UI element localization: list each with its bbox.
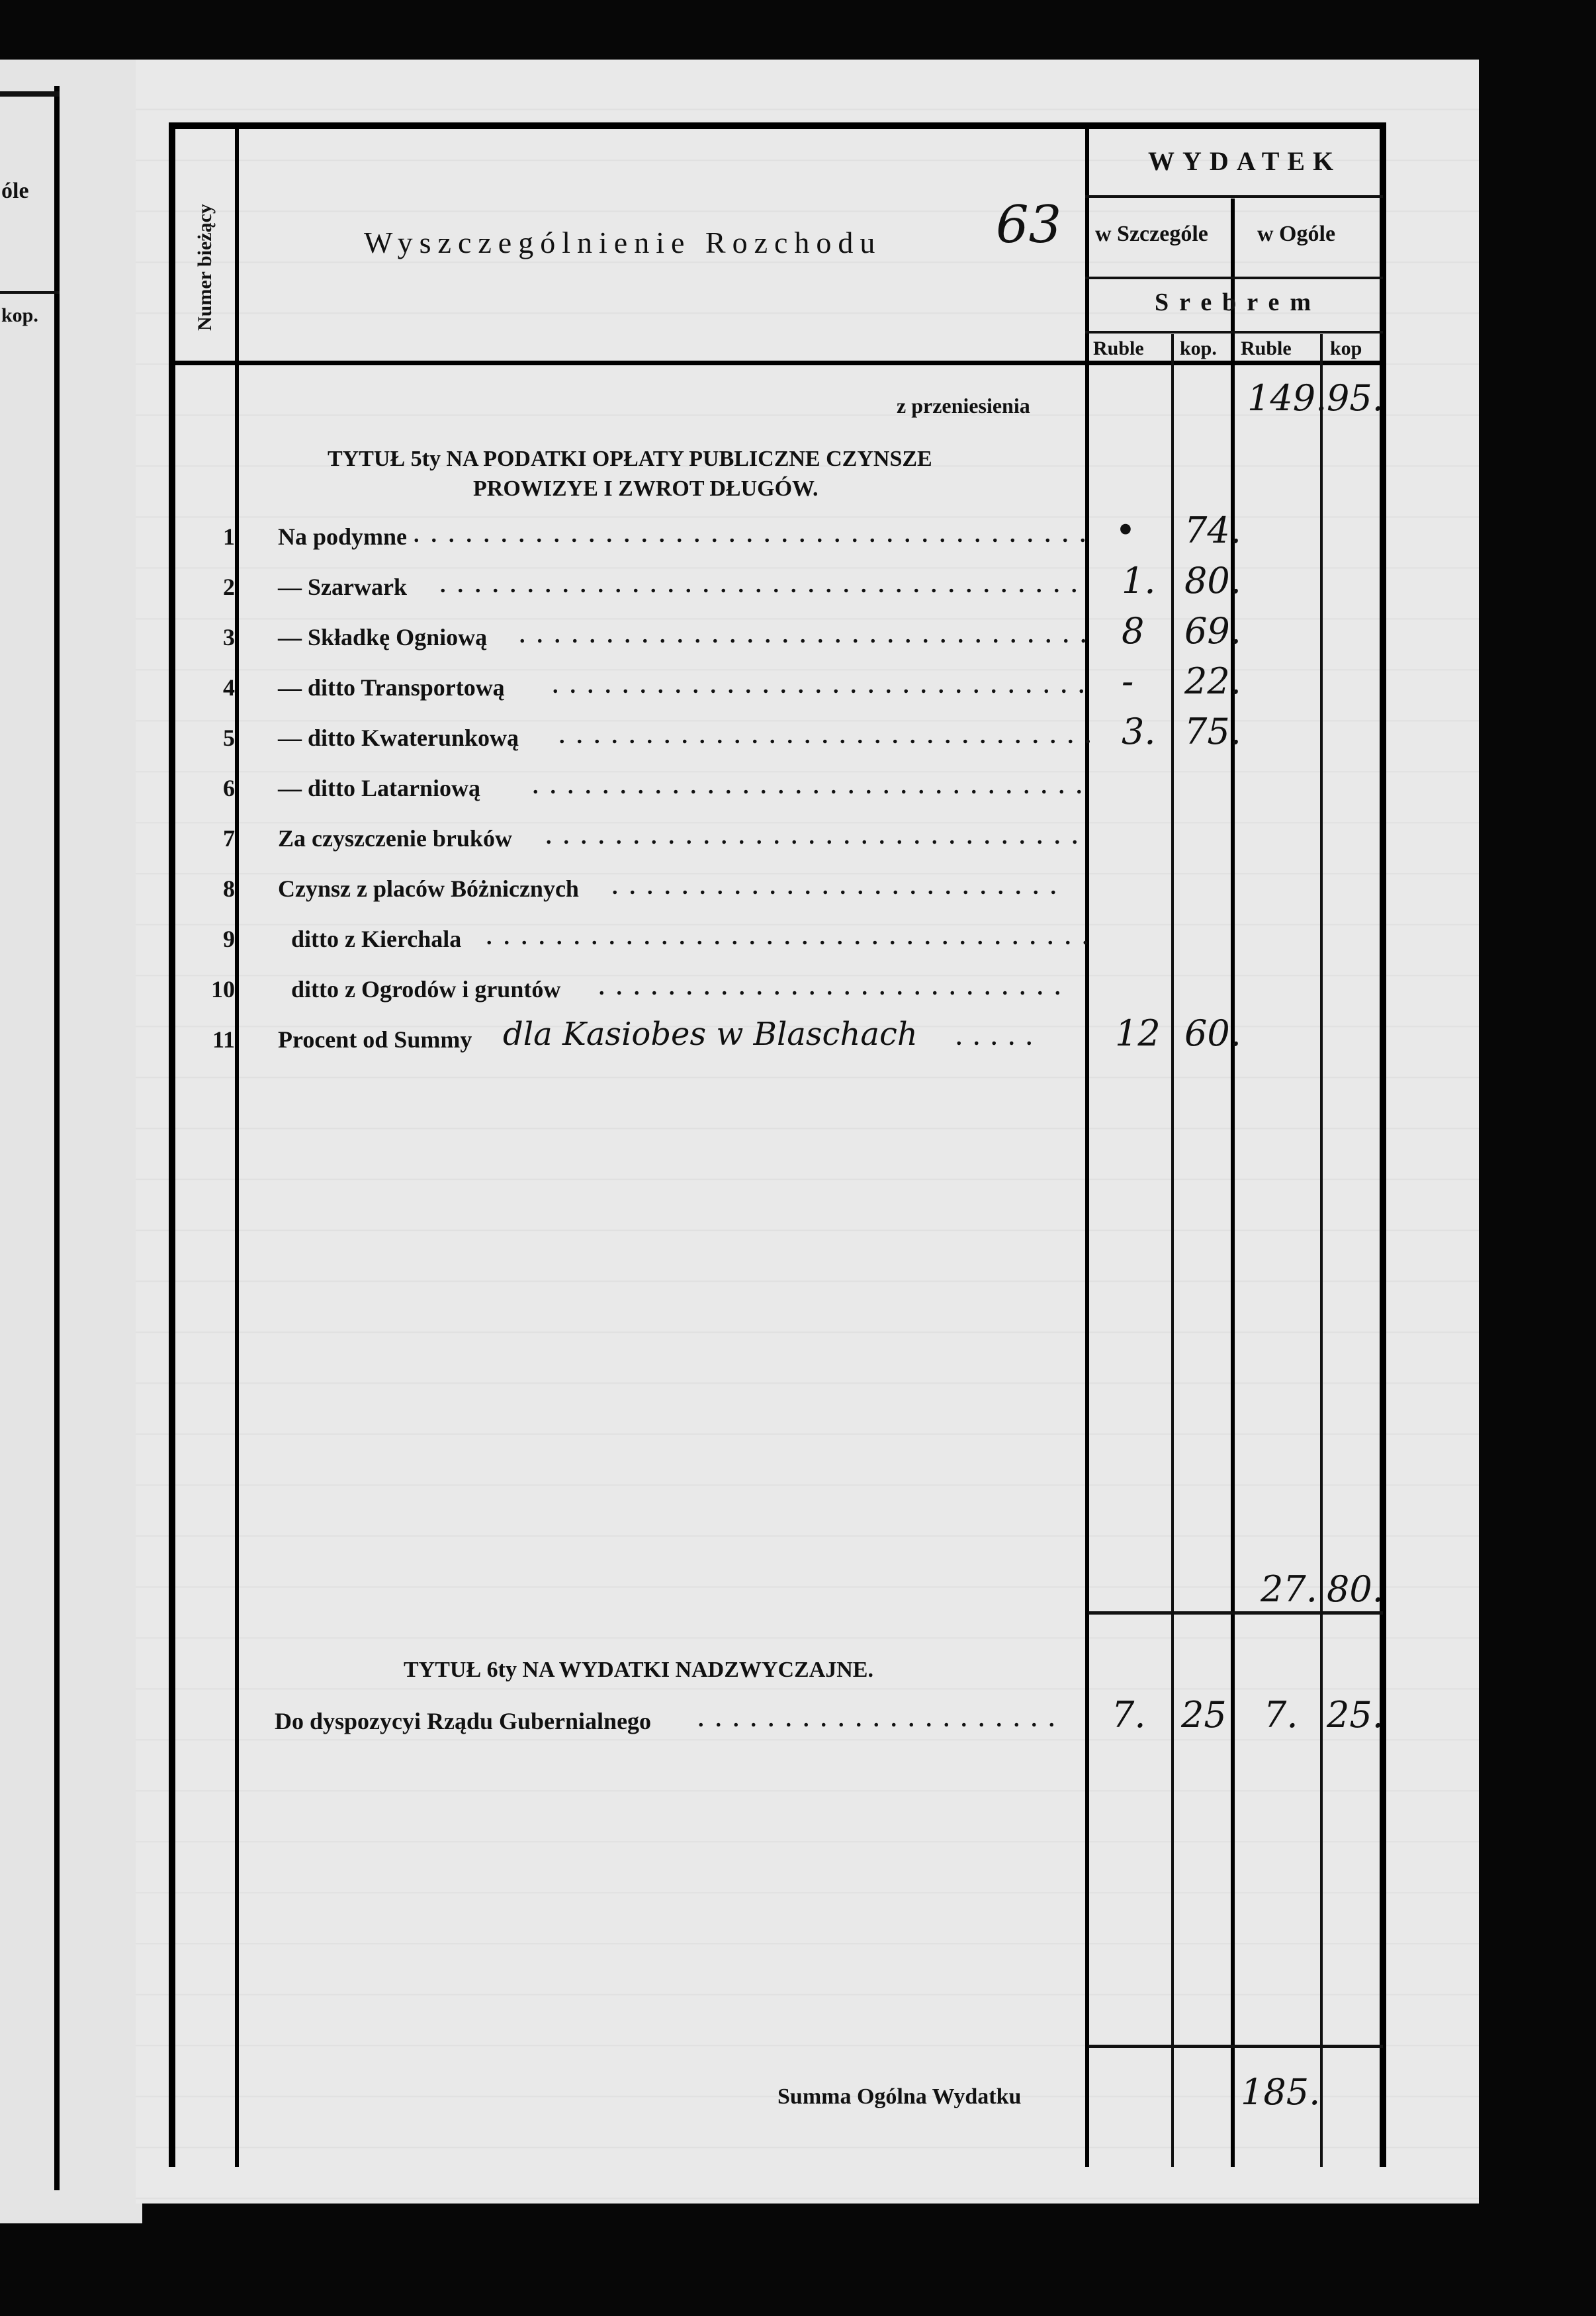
frame-top <box>169 122 1386 129</box>
leader-dots: ............................... <box>546 824 1090 849</box>
grand-total-ruble: 185. <box>1241 2071 1321 2113</box>
srebrem-header: Srebrem <box>1155 289 1322 316</box>
col-kop1-divider <box>1171 334 1174 2167</box>
left-page-heading: óle <box>1 179 29 203</box>
left-page-rule <box>0 291 60 294</box>
frame-right <box>1380 122 1386 2167</box>
row-number: 2 <box>223 574 235 600</box>
row-label: — Szarwark <box>278 574 407 600</box>
page-number: 63 <box>996 195 1062 255</box>
row-label: Czynsz z placów Bóżnicznych <box>278 875 579 902</box>
row-handwritten-note: dla Kasiobes w Blaschach <box>503 1016 918 1053</box>
carry-over-kop: 95. <box>1327 377 1384 419</box>
wydatek-rule <box>1085 195 1383 198</box>
carry-over-label: z przeniesienia <box>897 394 1030 418</box>
ogole-header: w Ogóle <box>1257 222 1336 246</box>
row-number: 3 <box>223 624 235 650</box>
row-label: Za czyszczenie bruków <box>278 825 512 852</box>
row-label: — ditto Transportową <box>278 674 505 701</box>
title5-line2: PROWIZYE I ZWROT DŁUGÓW. <box>473 476 819 501</box>
left-page-border <box>54 86 60 2190</box>
row-kop: 22. <box>1184 660 1241 702</box>
left-page-fragment <box>0 60 142 2223</box>
title5-total-rule <box>1088 1611 1383 1615</box>
left-page-unit: kop. <box>1 304 38 326</box>
row-label: ditto z Kierchala <box>291 926 462 952</box>
title5-total-kop: 80. <box>1327 1568 1384 1610</box>
title6-total-kop: 25. <box>1327 1694 1384 1736</box>
kop-header-1: kop. <box>1180 337 1217 359</box>
row-ruble: 8 <box>1122 610 1145 652</box>
row-label: Procent od Summy <box>278 1026 472 1053</box>
ledger-page <box>136 60 1479 2204</box>
row-number: 4 <box>223 674 235 701</box>
row-number: 10 <box>211 976 235 1002</box>
leader-dots: ..................... <box>698 1707 1067 1732</box>
leader-dots: ..................................... <box>440 573 1089 598</box>
row-kop: 74. <box>1184 510 1241 551</box>
row-ruble: 12 <box>1115 1012 1161 1054</box>
wydatek-header: WYDATEK <box>1148 146 1342 176</box>
szczegole-header: w Szczególe <box>1095 222 1208 246</box>
ruble-header-2: Ruble <box>1241 337 1292 359</box>
leader-dots: .......................... <box>612 875 1068 899</box>
frame-left <box>169 122 175 2167</box>
col-ogole-left <box>1231 199 1235 2167</box>
ruble-header-1: Ruble <box>1093 337 1144 359</box>
leader-dots: ................................ <box>533 774 1094 799</box>
row-number: 1 <box>223 523 235 550</box>
subheader-rule <box>1085 277 1383 279</box>
row-number: 7 <box>223 825 235 852</box>
row-ruble: - <box>1122 660 1134 702</box>
title6-ruble: 7. <box>1112 1694 1146 1736</box>
row-ruble: • <box>1115 510 1136 551</box>
row-label: — ditto Latarniową <box>278 775 480 801</box>
leader-dots: ..... <box>956 1026 1044 1050</box>
leader-dots: ................................. <box>519 623 1098 648</box>
title6-label: Do dyspozycyi Rządu Gubernialnego <box>275 1708 652 1734</box>
row-label: ditto z Ogrodów i gruntów <box>291 976 561 1002</box>
row-number-header: Numer bieżący <box>194 204 216 331</box>
title5-total-ruble: 27. <box>1261 1568 1317 1610</box>
frame-numcol <box>235 129 239 2167</box>
srebrem-rule <box>1085 331 1383 334</box>
row-kop: 69. <box>1184 610 1241 652</box>
row-kop: 60. <box>1184 1012 1241 1054</box>
leader-dots: ........................... <box>599 975 1073 1000</box>
row-kop: 80. <box>1184 560 1241 601</box>
leader-dots: ................................... <box>486 925 1100 950</box>
row-kop: 75. <box>1184 711 1241 752</box>
title6-kop: 25 <box>1181 1694 1227 1736</box>
col-kop2-divider <box>1320 334 1323 2167</box>
kop-header-2: kop <box>1330 337 1362 359</box>
title6-total-ruble: 7. <box>1264 1694 1298 1736</box>
title6-heading: TYTUŁ 6ty NA WYDATKI NADZWYCZAJNE. <box>404 1658 873 1682</box>
header-bottom-rule <box>169 361 1386 365</box>
column-title: Wyszczególnienie Rozchodu <box>364 226 882 259</box>
row-ruble: 3. <box>1122 711 1156 752</box>
left-page-rule <box>0 91 60 97</box>
row-label: Na podymne <box>278 523 408 550</box>
row-number: 9 <box>223 926 235 952</box>
leader-dots: ....................................... <box>414 523 1098 547</box>
grand-total-rule <box>1088 2045 1383 2048</box>
grand-total-label: Summa Ogólna Wydatku <box>777 2084 1022 2109</box>
row-number: 11 <box>212 1026 235 1053</box>
row-ruble: 1. <box>1122 560 1156 601</box>
leader-dots: ............................... <box>553 674 1096 698</box>
row-number: 5 <box>223 725 235 751</box>
col-szczegole-left <box>1085 129 1089 2167</box>
carry-over-ruble: 149. <box>1247 377 1327 419</box>
title5-line1: TYTUŁ 5ty NA PODATKI OPŁATY PUBLICZNE CZYNSZE <box>328 447 932 471</box>
leader-dots: ............................... <box>559 724 1103 748</box>
row-number: 8 <box>223 875 235 902</box>
row-number: 6 <box>223 775 235 801</box>
row-label: — Składkę Ogniową <box>278 624 488 650</box>
row-label: — ditto Kwaterunkową <box>278 725 519 751</box>
